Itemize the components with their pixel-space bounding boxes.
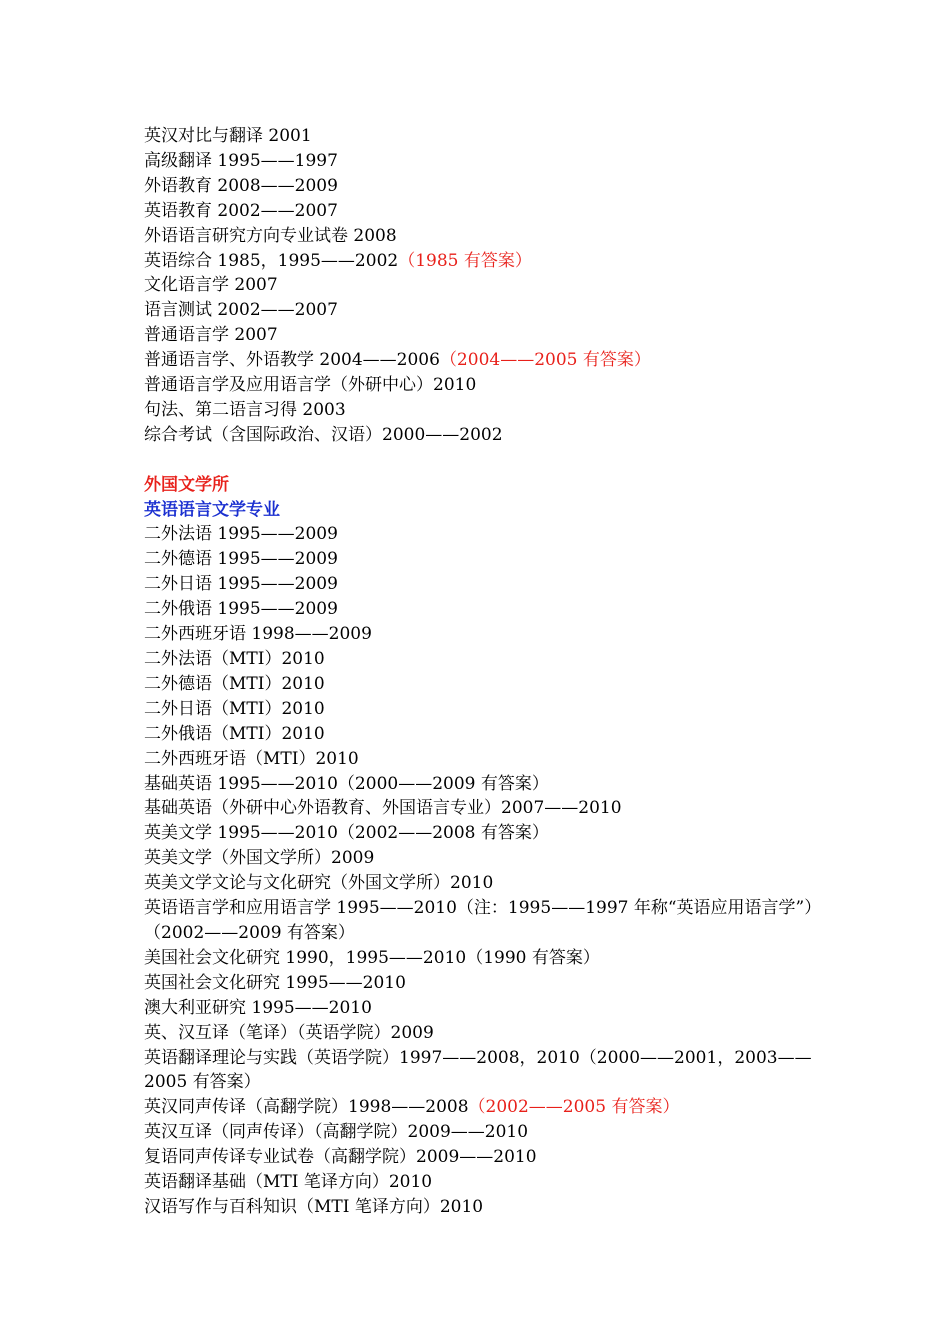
- exam-item-text: 英语教育 2002——2007: [144, 200, 338, 221]
- answer-note: （2004——2005 有答案）: [439, 350, 651, 371]
- exam-list-item: [144, 796, 814, 821]
- exam-list-item: [144, 597, 814, 622]
- exam-item-text: 二外西班牙语（MTI）2010: [144, 748, 359, 769]
- answer-note: （1985 有答案）: [398, 250, 532, 271]
- exam-item-text: 英汉互译（同声传译）（高翻学院）2009——2010: [144, 1122, 529, 1143]
- section-gap: [144, 448, 814, 473]
- exam-item-text: 普通语言学、外语教学 2004——2006: [144, 350, 440, 371]
- exam-item-text: 普通语言学及应用语言学（外研中心）2010: [144, 375, 477, 396]
- exam-item-text: 外语语言研究方向专业试卷 2008: [144, 225, 397, 246]
- exam-list-item: [144, 273, 814, 298]
- exam-list-item: [144, 647, 814, 672]
- exam-list-item: [144, 996, 814, 1021]
- section-subtitle: 英语语言文学专业: [144, 499, 280, 520]
- exam-list-item: [144, 846, 814, 871]
- exam-list-item: [144, 149, 814, 174]
- exam-item-text: 英汉同声传译（高翻学院）1998——2008: [144, 1097, 469, 1118]
- exam-item-text: 二外法语（MTI）2010: [144, 649, 325, 670]
- document-page: [144, 124, 814, 1220]
- exam-item-text: 汉语写作与百科知识（MTI 笔译方向）2010: [144, 1196, 484, 1217]
- exam-list-item: [144, 871, 814, 896]
- exam-list-item: [144, 348, 814, 373]
- exam-list-item: [144, 971, 814, 996]
- exam-item-text: 复语同声传译专业试卷（高翻学院）2009——2010: [144, 1147, 537, 1168]
- exam-list-item: [144, 1120, 814, 1145]
- exam-item-text: 二外西班牙语 1998——2009: [144, 624, 372, 645]
- exam-item-text: 英美文学（外国文学所）2009: [144, 848, 375, 869]
- exam-list-item: [144, 249, 814, 274]
- exam-item-text: 二外日语 1995——2009: [144, 574, 338, 595]
- exam-list-item: [144, 622, 814, 647]
- exam-item-text: 二外德语 1995——2009: [144, 549, 338, 570]
- exam-list-item: [144, 1021, 814, 1046]
- exam-list-item: [144, 373, 814, 398]
- exam-list-item: [144, 398, 814, 423]
- exam-item-text: 英语翻译理论与实践（英语学院）1997——2008，2010（2000——2001，2003——2005 有答案）: [144, 1047, 812, 1093]
- exam-item-text: 语言测试 2002——2007: [144, 300, 338, 321]
- exam-item-text: 普通语言学 2007: [144, 325, 278, 346]
- exam-list-item: [144, 747, 814, 772]
- exam-item-text: 二外俄语 1995——2009: [144, 599, 338, 620]
- exam-item-text: 美国社会文化研究 1990，1995——2010（1990 有答案）: [144, 947, 600, 968]
- exam-list-item: [144, 722, 814, 747]
- exam-item-text: 句法、第二语言习得 2003: [144, 399, 346, 420]
- answer-note: （2002——2005 有答案）: [468, 1097, 680, 1118]
- exam-item-text: 二外法语 1995——2009: [144, 524, 338, 545]
- exam-item-text: 英语翻译基础（MTI 笔译方向）2010: [144, 1172, 433, 1193]
- exam-list-item: [144, 124, 814, 149]
- exam-list-item: [144, 224, 814, 249]
- exam-item-text: 综合考试（含国际政治、汉语）2000——2002: [144, 424, 503, 445]
- exam-list-item: [144, 697, 814, 722]
- exam-list-item: [144, 547, 814, 572]
- exam-list-item: [144, 522, 814, 547]
- exam-item-text: 文化语言学 2007: [144, 275, 278, 296]
- exam-list-item: [144, 672, 814, 697]
- exam-list-item: [144, 772, 814, 797]
- exam-list-item: [144, 423, 814, 448]
- section-title: 外国文学所: [144, 474, 229, 495]
- exam-item-text: 二外德语（MTI）2010: [144, 673, 325, 694]
- exam-item-text: 英语语言学和应用语言学 1995——2010（注：1995——1997 年称“英语应用语言学”）（2002——2009 有答案）: [144, 898, 813, 943]
- exam-item-text: 英语综合 1985，1995——2002: [144, 250, 399, 271]
- section-exam-list-2: [144, 522, 814, 1219]
- exam-list-item: [144, 298, 814, 323]
- exam-list-item: [144, 323, 814, 348]
- exam-item-text: 英美文学文论与文化研究（外国文学所）2010: [144, 873, 494, 894]
- exam-list-item: [144, 174, 814, 199]
- exam-list-item: [144, 1145, 814, 1170]
- exam-list-item: [144, 199, 814, 224]
- exam-item-text: 二外日语（MTI）2010: [144, 698, 325, 719]
- exam-item-text: 基础英语 1995——2010（2000——2009 有答案）: [144, 773, 549, 794]
- exam-item-text: 英国社会文化研究 1995——2010: [144, 972, 406, 993]
- exam-item-text: 澳大利亚研究 1995——2010: [144, 997, 372, 1018]
- exam-list-item: [144, 572, 814, 597]
- exam-list-item: [144, 896, 814, 946]
- exam-list-item: [144, 1195, 814, 1220]
- exam-list-item: [144, 1170, 814, 1195]
- exam-list-item: [144, 1046, 814, 1096]
- exam-item-text: 高级翻译 1995——1997: [144, 150, 338, 171]
- exam-item-text: 二外俄语（MTI）2010: [144, 723, 325, 744]
- exam-item-text: 英、汉互译（笔译）（英语学院）2009: [144, 1022, 434, 1043]
- exam-item-text: 基础英语（外研中心外语教育、外国语言专业）2007——2010: [144, 798, 622, 819]
- exam-item-text: 外语教育 2008——2009: [144, 175, 338, 196]
- exam-list-item: [144, 1095, 814, 1120]
- exam-list-item: [144, 946, 814, 971]
- exam-list-item: [144, 821, 814, 846]
- section-exam-list-1: [144, 124, 814, 448]
- exam-item-text: 英汉对比与翻译 2001: [144, 126, 312, 146]
- exam-item-text: 英美文学 1995——2010（2002——2008 有答案）: [144, 823, 549, 844]
